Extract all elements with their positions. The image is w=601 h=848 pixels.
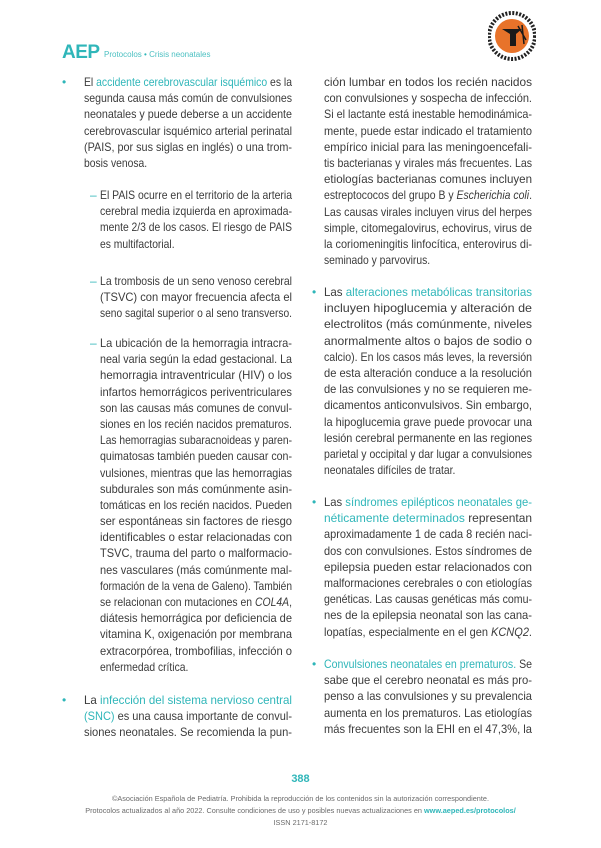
text-segment: de las convulsiones y no se requieren me- [324, 382, 532, 397]
text-segment: diátesis hemorrágica por deficiencia de [100, 611, 292, 626]
text-segment: nes de la epilepsia neonatal son las cana- [324, 608, 532, 623]
text-segment: representan [464, 511, 532, 526]
breadcrumb-section: Protocolos [104, 50, 142, 59]
text-line [324, 688, 532, 704]
text-line-content [324, 187, 532, 203]
text-line [100, 416, 292, 432]
text-segment: formación de la vena de Galeno). También [100, 578, 292, 593]
text-line-content [324, 526, 532, 542]
text-segment: es una causa importante de convul- [114, 709, 293, 724]
text-line-content [324, 559, 532, 575]
text-line-content [324, 90, 532, 106]
text-segment: vitamina K, oxigenación por membrana [100, 627, 292, 642]
text-segment: segunda causa más común de convulsiones [84, 91, 292, 106]
text-segment: incluyen hipoglucemia y alteración de [324, 301, 532, 316]
text-line-content [100, 187, 292, 203]
text-segment: sabe que el cerebro neonatal es más pro- [324, 673, 532, 688]
text-line [324, 656, 532, 672]
text-segment: ción lumbar en todos los recién nacidos [324, 75, 532, 89]
highlighted-term: (SNC) [84, 709, 115, 724]
text-line-content [324, 171, 532, 187]
text-line-content [324, 705, 532, 721]
text-line [324, 252, 532, 268]
text-line [84, 90, 292, 106]
text-line [324, 220, 532, 236]
text-line [324, 284, 532, 300]
text-line [84, 724, 292, 740]
text-line-content [84, 692, 292, 708]
text-line [324, 90, 532, 106]
text-line-content [324, 106, 532, 122]
bullet-icon: • [312, 657, 317, 671]
text-line [100, 481, 292, 497]
text-segment: subdurales son más comúnmente asin- [100, 481, 292, 496]
text-line-content [324, 672, 532, 688]
text-line [324, 462, 532, 478]
text-segment: más frecuentes son la EHI en el 47,3%, la [324, 721, 532, 736]
text-line [324, 510, 532, 526]
text-segment: Las hemorragias subaracnoideas y paren- [100, 433, 292, 448]
text-line [324, 74, 532, 90]
text-segment: lesión cerebral permanente en las regiones [324, 430, 532, 445]
text-line-content [324, 462, 455, 478]
text-line [324, 575, 532, 591]
text-segment: etiologías bacterianas comunes incluyen [324, 172, 532, 187]
text-line-content [100, 610, 292, 626]
text-segment: lopatías, especialmente en el gen [324, 624, 492, 639]
text-segment: Se [516, 657, 532, 671]
text-segment: La trombosis de un seno venoso cerebral [100, 274, 292, 288]
text-segment: se relacionan con mutaciones en [100, 595, 255, 609]
text-line [84, 692, 292, 708]
text-line [100, 335, 292, 351]
text-line-content [324, 155, 532, 171]
text-segment: simple, citomegalovirus, echovirus, virus de [324, 220, 532, 235]
text-line-content [84, 123, 292, 139]
text-segment: Las [324, 495, 346, 509]
text-line-content [100, 416, 292, 432]
text-segment: la coriomeningitis linfocítica, enterovirus di- [324, 236, 532, 251]
text-segment: ser espontáneas sin factores de riesgo [100, 514, 292, 529]
text-segment: cerebral media izquierda en aproximada- [100, 204, 292, 219]
text-segment: quimatosas también pueden causar con- [100, 449, 292, 464]
text-line-content [324, 607, 532, 623]
paragraph-cns-infection [84, 692, 292, 741]
text-segment: . [528, 624, 532, 639]
text-line-content [100, 659, 188, 675]
text-line-content [100, 643, 292, 659]
highlighted-term: infección del sistema nervioso central [100, 693, 292, 707]
text-line [100, 400, 292, 416]
text-line [84, 155, 292, 171]
text-line-content [100, 203, 292, 219]
highlighted-term: Convulsiones neonatales en prematuros. [324, 657, 517, 671]
text-line-content [324, 624, 532, 640]
text-segment: hemorragia intraventricular (HIV) o los [100, 368, 292, 383]
text-line [100, 497, 292, 513]
footer-copyright: ©Asociación Española de Pediatría. Prohibida la reproducción de los contenidos sin la autorización correspondiente. [112, 794, 489, 803]
text-segment: neonatales y puede deberse a un accidente [84, 107, 292, 122]
text-line-content [324, 656, 532, 672]
text-line [100, 273, 292, 289]
text-line-content [324, 316, 532, 332]
text-segment: malformaciones cerebrales o con etiologías [324, 575, 532, 590]
text-line-content [324, 333, 532, 349]
text-line [84, 708, 292, 724]
text-line [324, 139, 532, 155]
text-line [100, 351, 292, 367]
text-line [324, 365, 532, 381]
text-segment: infartos hemorrágicos periventriculares [100, 384, 292, 399]
text-segment: extracorpórea, trombofilias, infección o [100, 643, 292, 658]
text-line [100, 513, 292, 529]
text-line-content [100, 236, 175, 252]
text-line [100, 187, 292, 203]
text-line [100, 305, 292, 321]
text-line [324, 624, 532, 640]
text-line [100, 236, 292, 252]
text-segment: estreptococos del grupo B y [324, 188, 457, 203]
text-line [324, 559, 532, 575]
text-line-content [324, 220, 532, 236]
text-line-content [100, 545, 292, 561]
text-line [84, 106, 292, 122]
text-segment: nes vasculares (más comúnmente mal- [100, 562, 292, 577]
text-line-content [100, 351, 292, 367]
paragraph-ischemic-stroke [84, 74, 292, 171]
text-segment: de esta alteración conduce a la resolución [324, 365, 532, 380]
text-line-content [100, 481, 292, 497]
text-segment: Las [324, 285, 346, 299]
text-line-content [100, 432, 292, 448]
text-line [324, 204, 532, 220]
text-segment: empírico inicial para las meningoencefali- [324, 139, 532, 154]
text-segment: con convulsiones y sospecha de infección. [324, 91, 532, 106]
text-line [100, 626, 292, 642]
highlighted-term: alteraciones metabólicas transitorias [345, 285, 532, 299]
text-line [100, 432, 292, 448]
footer-protocols-link[interactable]: www.aeped.es/protocolos/ [423, 806, 516, 815]
text-line-content [324, 575, 532, 591]
text-segment: seminado y parvovirus. [324, 253, 431, 268]
text-line-content [324, 510, 532, 526]
text-line-content [324, 284, 532, 300]
text-line-content [324, 349, 532, 365]
text-line [324, 494, 532, 510]
text-segment: (PAIS, por sus siglas en inglés) o una trom- [84, 139, 292, 154]
text-line-content [324, 365, 532, 381]
bullet-icon: • [312, 495, 317, 509]
text-segment: parietal y occipital y dar lugar a convulsiones [324, 446, 532, 461]
text-line [324, 430, 532, 446]
text-line [100, 289, 292, 305]
text-line [324, 171, 532, 187]
text-segment: Si el lactante está inestable hemodinámica- [324, 107, 532, 122]
text-line-content [324, 74, 532, 90]
text-line [324, 316, 532, 332]
text-line [100, 562, 292, 578]
text-segment: son las causas más comunes de convul- [100, 400, 292, 415]
text-line-content [100, 578, 292, 594]
text-line [324, 349, 532, 365]
text-segment: siones neonatales. Se recomienda la pun- [84, 725, 292, 740]
text-line [324, 721, 532, 737]
text-segment: dos con convulsiones. Estos síndromes de [324, 543, 532, 558]
text-line [100, 610, 292, 626]
bullet-icon: • [62, 693, 67, 707]
text-line [100, 367, 292, 383]
highlighted-term: síndromes epilépticos neonatales ge- [345, 495, 532, 509]
text-line-content [324, 397, 532, 413]
text-segment: La ubicación de la hemorragia intracra- [100, 336, 292, 350]
text-line [324, 672, 532, 688]
text-line-content [324, 721, 532, 737]
text-line [324, 414, 532, 430]
text-segment: El [84, 75, 97, 89]
text-line [100, 594, 292, 610]
text-segment: aproximadamente 1 de cada 8 recién naci- [324, 527, 532, 542]
breadcrumb [104, 50, 210, 59]
paragraph-lumbar-puncture [324, 74, 532, 268]
text-line [324, 526, 532, 542]
text-segment: neal varia según la edad gestacional. La [100, 352, 292, 367]
text-segment: neonatales difíciles de tratar. [324, 463, 456, 478]
dash-icon: – [90, 274, 97, 288]
italic-term: Escherichia coli [456, 188, 530, 203]
text-segment: enfermedad crítica. [100, 659, 189, 674]
text-line-content [100, 384, 292, 400]
text-line [84, 123, 292, 139]
text-segment: epilepsia pueden estar relacionados con [324, 559, 532, 574]
text-segment: es la [267, 75, 292, 89]
text-line [324, 705, 532, 721]
text-line-content [324, 494, 532, 510]
text-line-content [100, 562, 292, 578]
text-line-content [324, 123, 532, 139]
text-segment: cerebrovascular isquémico arterial perinatal [84, 123, 292, 138]
text-line-content [84, 74, 292, 90]
text-line-content [324, 591, 532, 607]
text-line-content [324, 446, 532, 462]
text-segment: seno sagital superior o al seno transverso. [100, 306, 292, 321]
footer-updated-text: Protocolos actualizados al año 2022. Consulte condiciones de uso y posibles nuevas actualizaciones en [85, 806, 424, 815]
text-line-content [100, 626, 292, 642]
text-line-content [84, 708, 292, 724]
text-line [324, 397, 532, 413]
text-segment: la hipoglucemia grave puede provocar una [324, 414, 532, 429]
breadcrumb-separator: • [144, 50, 147, 59]
dash-icon: – [90, 336, 97, 350]
text-segment: penso a las convulsiones y su prevalencia [324, 689, 532, 704]
text-line-content [324, 688, 532, 704]
text-line [324, 236, 532, 252]
text-line [100, 578, 292, 594]
text-line-content [324, 139, 532, 155]
text-line [324, 591, 532, 607]
text-line-content [100, 367, 292, 383]
text-line-content [324, 204, 532, 220]
dash-icon: – [90, 188, 97, 202]
text-line [100, 384, 292, 400]
paragraph-metabolic [324, 284, 532, 478]
text-segment: mente 2/3 de los casos. El riesgo de PAIS [100, 220, 292, 235]
text-line [324, 381, 532, 397]
subitem-tsvc [100, 273, 292, 322]
text-line-content [100, 305, 292, 321]
text-segment: genéticas. Las causas genéticas más comu- [324, 592, 532, 607]
text-line-content [84, 155, 147, 171]
text-segment: es multifactorial. [100, 236, 175, 251]
italic-term: COL4A [254, 595, 290, 609]
text-segment: anormalmente altos o bajos de sodio o [324, 333, 532, 348]
bullet-icon: • [62, 75, 67, 89]
text-line-content [100, 448, 292, 464]
text-line-content [100, 529, 292, 545]
text-segment: tomáticas en los recién nacidos. Pueden [100, 497, 292, 512]
text-line [324, 155, 532, 171]
text-segment: El PAIS ocurre en el territorio de la arteria [100, 188, 292, 202]
breadcrumb-title: Crisis neonatales [149, 50, 211, 59]
text-line [324, 187, 532, 203]
text-line [100, 203, 292, 219]
text-line-content [100, 465, 292, 481]
text-segment: . [529, 188, 532, 203]
text-segment: mente, puede estar indicado el tratamiento [324, 123, 532, 138]
text-line-content [324, 236, 532, 252]
text-line-content [84, 139, 292, 155]
text-segment: electrolitos (más comúnmente, niveles [324, 317, 532, 332]
text-line-content [100, 400, 292, 416]
text-line [324, 607, 532, 623]
text-line-content [324, 414, 532, 430]
text-line [84, 74, 292, 90]
subitem-hemorrhage [100, 335, 292, 675]
highlighted-term: accidente cerebrovascular isquémico [96, 75, 268, 89]
text-segment: siones en los recién nacidos prematuros. [100, 416, 292, 431]
text-segment: aumenta en los prematuros. Las etiologías [324, 705, 532, 720]
text-line [100, 448, 292, 464]
text-segment: Las causas virales incluyen virus del herpes [324, 204, 532, 219]
italic-term: KCNQ2 [491, 624, 529, 639]
aep-brand-logo: AEP [62, 42, 100, 63]
text-line-content [324, 252, 430, 268]
text-segment: TSVC, trauma del parto o malformacio- [100, 546, 292, 561]
text-line-content [100, 497, 292, 513]
footer-issn: ISSN 2171-8172 [273, 818, 328, 827]
footer-updated [0, 806, 601, 815]
text-line-content [100, 289, 292, 305]
text-segment: calcio). En los casos más leves, la reversión [324, 349, 532, 364]
text-line [324, 123, 532, 139]
text-segment: tis bacterianas y virales más frecuentes. Las [324, 155, 532, 170]
text-segment: , [289, 595, 292, 609]
text-line [324, 106, 532, 122]
text-segment: (TSVC) con mayor frecuencia afecta el [100, 290, 292, 305]
page-number: 388 [291, 773, 310, 785]
text-line-content [324, 300, 532, 316]
text-line-content [100, 219, 292, 235]
text-line [84, 139, 292, 155]
text-line-content [100, 335, 292, 351]
text-line-content [100, 273, 292, 289]
text-line-content [324, 543, 532, 559]
society-seal-logo [488, 10, 536, 62]
bullet-icon: • [312, 285, 317, 299]
highlighted-term: néticamente determinados [324, 511, 465, 526]
text-segment: dicamentos anticonvulsivos. Sin embargo, [324, 398, 532, 413]
text-line-content [84, 106, 292, 122]
text-line-content [84, 90, 292, 106]
text-line-content [84, 724, 292, 740]
text-line [100, 465, 292, 481]
text-line [324, 446, 532, 462]
text-line [100, 659, 292, 675]
text-line [100, 219, 292, 235]
text-line [324, 333, 532, 349]
subitem-pais [100, 187, 292, 252]
text-line-content [100, 513, 292, 529]
text-segment: identificables o estar relacionadas con [100, 530, 292, 545]
text-line [324, 543, 532, 559]
text-line [100, 643, 292, 659]
text-segment: vulsiones, mientras que las hemorragias [100, 465, 292, 480]
text-segment: La [84, 693, 101, 707]
text-line-content [324, 381, 532, 397]
text-line [324, 300, 532, 316]
text-line-content [324, 430, 532, 446]
paragraph-genetic-syndromes [324, 494, 532, 640]
text-line-content [100, 594, 292, 610]
text-segment: bosis venosa. [84, 155, 148, 170]
text-line [100, 529, 292, 545]
paragraph-premature [324, 656, 532, 737]
text-line [100, 545, 292, 561]
